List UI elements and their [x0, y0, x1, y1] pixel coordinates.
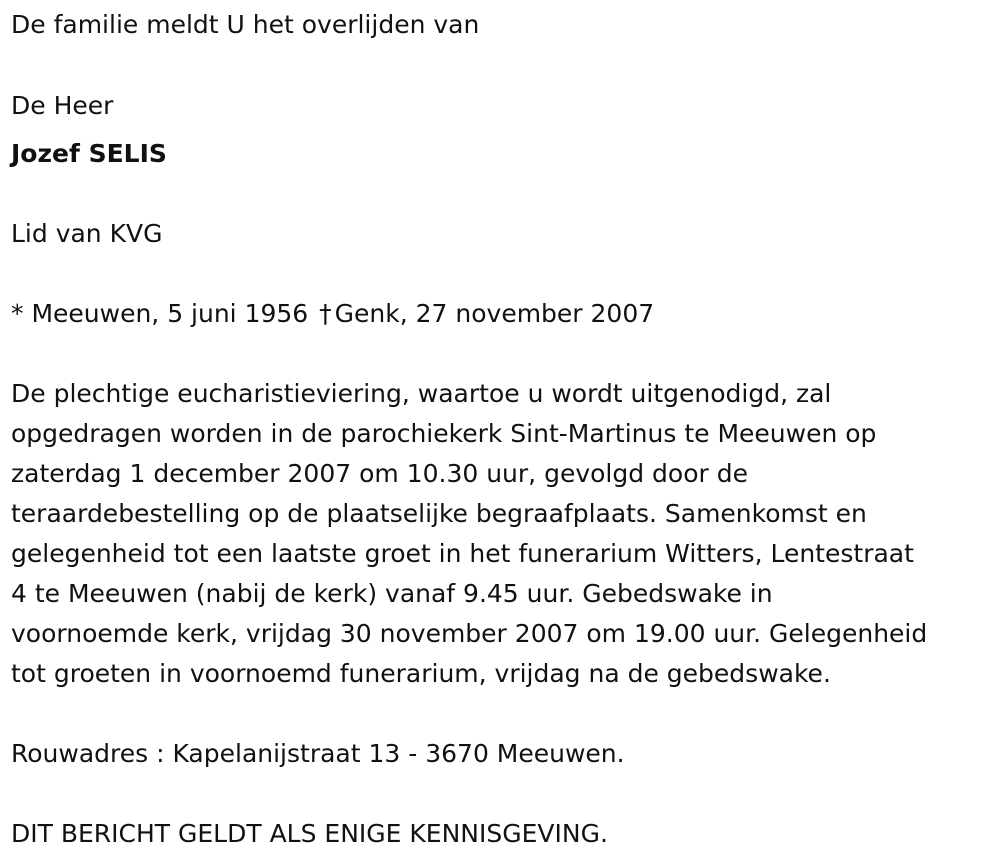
ceremony-line: gelegenheid tot een laatste groet in het funerarium Witters, Lentestraat: [11, 539, 914, 568]
ceremony-line: 4 te Meeuwen (nabij de kerk) vanaf 9.45 uur. Gebedswake in: [11, 579, 773, 608]
death-info: Genk, 27 november 2007: [334, 299, 655, 328]
deceased-name: Jozef SELIS: [11, 139, 167, 168]
ceremony-line: tot groeten in voornoemd funerarium, vrijdag na de gebedswake.: [11, 659, 831, 688]
ceremony-line: zaterdag 1 december 2007 om 10.30 uur, gevolgd door de: [11, 459, 748, 488]
ceremony-paragraph: [11, 374, 996, 694]
membership-text: Lid van KVG: [11, 219, 163, 248]
cross-icon: †: [319, 299, 332, 328]
birth-info: * Meeuwen, 5 juni 1956: [11, 299, 309, 328]
birth-death-line: [11, 294, 654, 334]
address-text: Rouwadres : Kapelanijstraat 13 - 3670 Meeuwen.: [11, 739, 625, 768]
ceremony-line: opgedragen worden in de parochiekerk Sint-Martinus te Meeuwen op: [11, 419, 877, 448]
ceremony-line: teraardebestelling op de plaatselijke begraafplaats. Samenkomst en: [11, 499, 867, 528]
notice-text: DIT BERICHT GELDT ALS ENIGE KENNISGEVING.: [11, 819, 608, 848]
ceremony-line: De plechtige eucharistieviering, waartoe u wordt uitgenodigd, zal: [11, 379, 832, 408]
intro-text: De familie meldt U het overlijden van: [11, 10, 480, 39]
ceremony-line: voornoemde kerk, vrijdag 30 november 2007 om 19.00 uur. Gelegenheid: [11, 619, 928, 648]
salutation: De Heer: [11, 91, 114, 120]
